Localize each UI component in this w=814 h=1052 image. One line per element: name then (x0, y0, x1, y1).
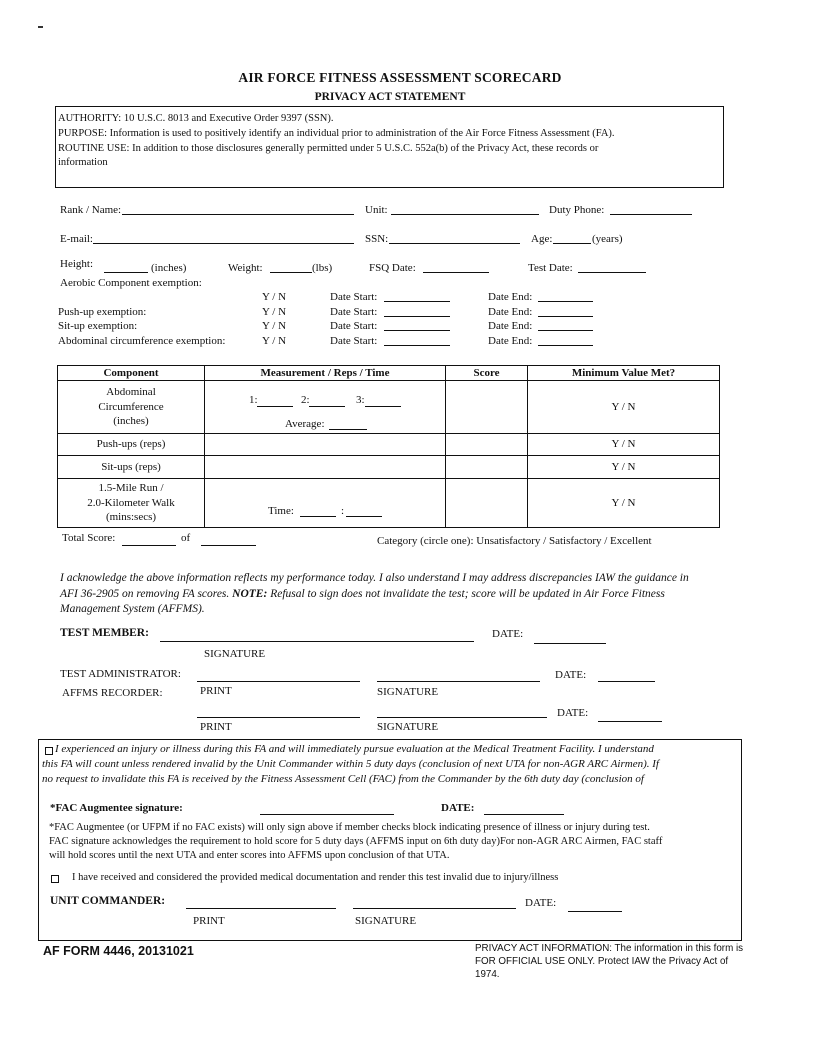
fac-date-field[interactable] (484, 814, 564, 815)
pushups-measurement-cell[interactable] (205, 434, 446, 455)
aerobic-date-end-label: Date End: (488, 291, 533, 303)
test-admin-print-field[interactable] (197, 681, 360, 682)
measure-3-label: 3: (356, 394, 365, 407)
minimum-value-header: Minimum Value Met? (528, 366, 720, 381)
acknowledgement-line-3: Management System (AFFMS). (60, 603, 205, 615)
rank-name-label: Rank / Name: (60, 204, 122, 216)
test-date-field[interactable] (578, 272, 646, 273)
test-member-date-label: DATE: (492, 628, 524, 640)
unit-commander-signature-field[interactable] (353, 908, 516, 909)
total-possible-field[interactable] (201, 545, 256, 546)
fac-note-line-2: FAC signature acknowledges the requirement to hold score for 5 duty days (AFFMS input on 6th duty day)For non-AGR ARC Airmen, FAC staff (49, 836, 663, 847)
acknowledgement-afi: AFI 36-2905 on removing FA scores. (60, 588, 230, 600)
test-member-date-field[interactable] (534, 643, 606, 644)
situp-exemption-label: Sit-up exemption: (58, 320, 138, 332)
abdominal-exemption-label: Abdominal circumference exemption: (58, 335, 226, 347)
injury-checkbox[interactable] (45, 747, 53, 755)
unit-commander-date-label: DATE: (525, 897, 557, 909)
rank-name-field[interactable] (122, 214, 354, 215)
total-score-label: Total Score: (62, 532, 116, 544)
test-member-signature-caption: SIGNATURE (204, 648, 266, 660)
aerobic-exemption-label: Aerobic Component exemption: (60, 277, 202, 289)
affms-recorder-date-label: DATE: (557, 707, 589, 719)
measure-1-field[interactable] (257, 406, 293, 407)
abdominal-label-3: (inches) (113, 415, 149, 428)
situp-date-start-label: Date Start: (330, 320, 378, 332)
situps-min-met[interactable]: Y / N (528, 455, 720, 478)
unit-field[interactable] (391, 214, 539, 215)
unit-commander-date-field[interactable] (568, 911, 622, 912)
injury-line-3: no request to invalidate this FA is received by the Fitness Assessment Cell (FAC) from the Commander by the 6th duty day (conclusion of (42, 773, 644, 785)
aerobic-date-start-label: Date Start: (330, 291, 378, 303)
weight-label: Weight: (228, 262, 263, 274)
injury-line-2: this FA will count unless rendered invalid by the Unit Commander within 5 duty days (conclusion of next UTA for non-AGR ARC Airmen). If (42, 758, 659, 770)
acknowledgement-line-2 (60, 588, 665, 600)
privacy-statement-box (55, 106, 724, 188)
average-field[interactable] (329, 429, 367, 430)
abdominal-date-end-field[interactable] (538, 345, 593, 346)
affms-recorder-signature-caption: SIGNATURE (377, 721, 439, 733)
total-score-of: of (181, 532, 191, 544)
commander-invalidate-checkbox[interactable] (51, 875, 59, 883)
total-score-field[interactable] (122, 545, 176, 546)
measure-2-label: 2: (301, 394, 310, 407)
time-label: Time: (268, 504, 294, 517)
run-measurement-cell[interactable] (205, 478, 446, 527)
measure-2-field[interactable] (309, 406, 345, 407)
aerobic-date-end-field[interactable] (538, 301, 593, 302)
abdominal-date-end-label: Date End: (488, 335, 533, 347)
abdominal-component-cell (58, 381, 205, 434)
test-date-label: Test Date: (528, 262, 573, 274)
scan-mark (38, 26, 43, 28)
commander-invalidate-text: I have received and considered the provided medical documentation and render this test invalid due to injury/illness (72, 872, 559, 883)
run-min-met[interactable]: Y / N (528, 478, 720, 527)
situp-exemption-yn[interactable]: Y / N (262, 320, 287, 332)
test-admin-signature-caption: SIGNATURE (377, 686, 439, 698)
weight-unit: (lbs) (312, 262, 333, 274)
run-label-3: (mins:secs) (105, 511, 157, 524)
run-label-1: 1.5-Mile Run / (98, 482, 164, 495)
affms-recorder-print-field[interactable] (197, 717, 360, 718)
pushups-label: Push-ups (reps) (58, 434, 205, 455)
routine-use-text-cont: information (58, 157, 108, 168)
time-seconds-field[interactable] (346, 516, 382, 517)
acknowledgement-note: NOTE: (232, 588, 268, 600)
injury-line-1: I experienced an injury or illness during this FA and will immediately pursue evaluation at the Medical Treatment Facility. I understand (55, 743, 654, 755)
purpose-text: PURPOSE: Information is used to positively identify an individual prior to administration of the Air Force Fitness Assessment (FA). (58, 128, 615, 139)
measure-3-field[interactable] (365, 406, 401, 407)
pushup-date-start-label: Date Start: (330, 306, 378, 318)
fac-note-line-1: *FAC Augmentee (or UFPM if no FAC exists) will only sign above if member checks block indicating presence of illness or injury during test. (49, 822, 650, 833)
run-component-cell (58, 478, 205, 527)
test-admin-label: TEST ADMINISTRATOR: (60, 668, 181, 680)
pushup-date-end-field[interactable] (538, 316, 593, 317)
routine-use-text: ROUTINE USE: In addition to those disclosures generally permitted under 5 U.S.C. 552a(b) of the Privacy Act, these records or (58, 143, 599, 154)
duty-phone-label: Duty Phone: (549, 204, 605, 216)
score-header: Score (446, 366, 528, 381)
fsq-date-field[interactable] (423, 272, 489, 273)
unit-commander-print-field[interactable] (186, 908, 336, 909)
acknowledgement-line-1: I acknowledge the above information reflects my performance today. I also understand I may address discrepancies IAW the guidance in (60, 572, 689, 584)
time-separator: : (341, 504, 345, 517)
abdominal-label-1: Abdominal (106, 386, 156, 399)
test-admin-date-field[interactable] (598, 681, 655, 682)
affms-recorder-date-field[interactable] (598, 721, 662, 722)
pushups-score-cell[interactable] (446, 434, 528, 455)
abdominal-score-cell[interactable] (446, 381, 528, 434)
age-label: Age: (531, 233, 553, 245)
acknowledgement-refusal: Refusal to sign does not invalidate the test; score will be updated in Air Force Fitness (270, 588, 665, 600)
aerobic-exemption-yn[interactable]: Y / N (262, 291, 287, 303)
abdominal-date-start-label: Date Start: (330, 335, 378, 347)
unit-label: Unit: (365, 204, 388, 216)
average-label: Average: (285, 418, 325, 431)
test-admin-print-caption: PRINT (200, 685, 232, 697)
test-admin-signature-field[interactable] (377, 681, 540, 682)
test-member-signature-field[interactable] (160, 641, 474, 642)
situps-label: Sit-ups (reps) (58, 455, 205, 478)
form-title: AIR FORCE FITNESS ASSESSMENT SCORECARD (238, 70, 562, 85)
test-admin-date-label: DATE: (555, 669, 587, 681)
unit-commander-print-caption: PRINT (193, 915, 225, 927)
measurement-header: Measurement / Reps / Time (205, 366, 446, 381)
height-label: Height: (60, 258, 93, 270)
privacy-act-heading: PRIVACY ACT STATEMENT (314, 91, 466, 103)
run-score-cell[interactable] (446, 478, 528, 527)
time-minutes-field[interactable] (300, 516, 336, 517)
abdominal-date-start-field[interactable] (384, 345, 450, 346)
fac-date-label: DATE: (441, 802, 475, 814)
email-label: E-mail: (60, 233, 93, 245)
height-field[interactable] (104, 272, 148, 273)
age-field[interactable] (553, 243, 591, 244)
measure-1-label: 1: (249, 394, 258, 407)
fac-note-line-3: will hold scores until the next UTA and enter scores into AFFMS upon conclusion of that UTA. (49, 850, 450, 861)
duty-phone-field[interactable] (610, 214, 692, 215)
situp-date-start-field[interactable] (384, 330, 450, 331)
fsq-date-label: FSQ Date: (369, 262, 416, 274)
email-field[interactable] (93, 243, 354, 244)
unit-commander-signature-caption: SIGNATURE (355, 915, 417, 927)
situps-score-cell[interactable] (446, 455, 528, 478)
situp-date-end-field[interactable] (538, 330, 593, 331)
pushup-exemption-yn[interactable]: Y / N (262, 306, 287, 318)
aerobic-date-start-field[interactable] (384, 301, 450, 302)
situps-measurement-cell[interactable] (205, 455, 446, 478)
height-unit: (inches) (151, 262, 187, 274)
ssn-field[interactable] (389, 243, 520, 244)
abdominal-exemption-yn[interactable]: Y / N (262, 335, 287, 347)
affms-recorder-print-caption: PRINT (200, 721, 232, 733)
test-member-label: TEST MEMBER: (60, 627, 149, 639)
pushups-min-met[interactable]: Y / N (528, 434, 720, 455)
affms-recorder-label: AFFMS RECORDER: (62, 687, 163, 699)
pushup-date-start-field[interactable] (384, 316, 450, 317)
unit-commander-label: UNIT COMMANDER: (50, 895, 166, 907)
fac-augmentee-signature-label: *FAC Augmentee signature: (50, 802, 183, 814)
weight-field[interactable] (270, 272, 312, 273)
abdominal-measurement-cell[interactable] (205, 381, 446, 434)
age-unit: (years) (592, 233, 623, 245)
run-label-2: 2.0-Kilometer Walk (87, 496, 175, 509)
situp-date-end-label: Date End: (488, 320, 533, 332)
component-header: Component (58, 366, 205, 381)
abdominal-label-2: Circumference (98, 400, 164, 413)
pushup-exemption-label: Push-up exemption: (58, 306, 147, 318)
pushup-date-end-label: Date End: (488, 306, 533, 318)
privacy-act-information: PRIVACY ACT INFORMATION: The information in this form is FOR OFFICIAL USE ONLY. Protect IAW the Privacy Act of 1974. (475, 943, 744, 980)
fac-augmentee-signature-field[interactable] (260, 814, 394, 815)
affms-recorder-signature-field[interactable] (377, 717, 547, 718)
authority-text: AUTHORITY: 10 U.S.C. 8013 and Executive Order 9397 (SSN). (58, 113, 334, 124)
category-label[interactable]: Category (circle one): Unsatisfactory / Satisfactory / Excellent (377, 535, 652, 547)
ssn-label: SSN: (365, 233, 389, 245)
form-number: AF FORM 4446, 20131021 (43, 944, 194, 958)
scorecard-table (57, 365, 720, 528)
abdominal-min-met[interactable]: Y / N (528, 381, 720, 434)
